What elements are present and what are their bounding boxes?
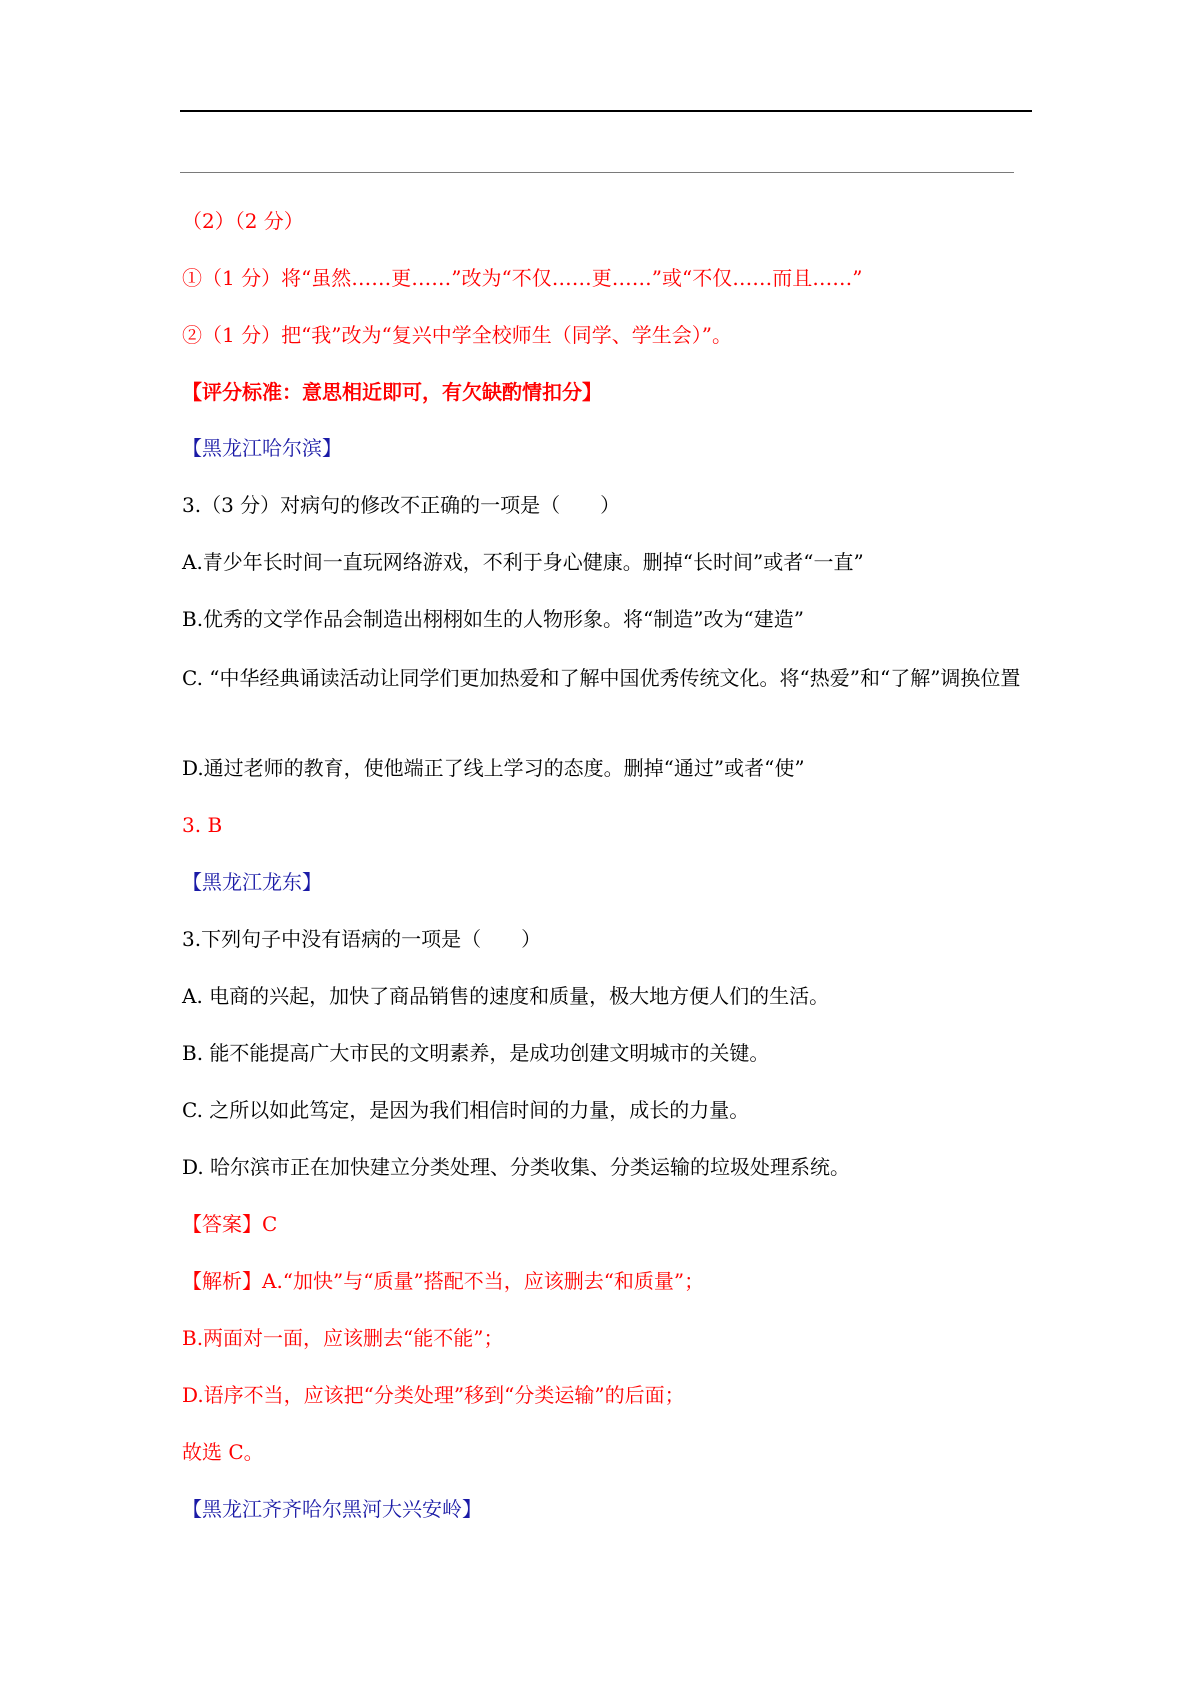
scoring-criteria: 【评分标准：意思相近即可，有欠缺酌情扣分】 [182,380,602,404]
option-d-longdong: D. 哈尔滨市正在加快建立分类处理、分类收集、分类运输的垃圾处理系统。 [182,1155,851,1179]
answer-item-1: ①（1 分）将“虽然……更……”改为“不仅……更……”或“不仅……而且……” [182,266,863,290]
region-heading-longdong: 【黑龙江龙东】 [182,870,322,894]
region-heading-harbin: 【黑龙江哈尔滨】 [182,436,342,460]
region-heading-qiqihar: 【黑龙江齐齐哈尔黑河大兴安岭】 [182,1497,482,1521]
answer-harbin: 3. B [182,813,223,837]
question-harbin: 3.（3 分）对病句的修改不正确的一项是（ ） [182,493,621,517]
header-rule [180,110,1032,112]
option-a-longdong: A. 电商的兴起，加快了商品销售的速度和质量，极大地方便人们的生活。 [182,984,830,1008]
part2-header: （2）（2 分） [182,209,304,233]
analysis-line-3: D.语序不当，应该把“分类处理”移到“分类运输”的后面； [182,1383,685,1407]
option-c-longdong: C. 之所以如此笃定，是因为我们相信时间的力量，成长的力量。 [182,1098,750,1122]
answer-longdong: 【答案】C [182,1212,278,1236]
option-b-harbin: B.优秀的文学作品会制造出栩栩如生的人物形象。将“制造”改为“建造” [182,607,804,631]
analysis-line-2: B.两面对一面，应该删去“能不能”； [182,1326,504,1350]
question-longdong: 3.下列句子中没有语病的一项是（ ） [182,927,542,951]
analysis-line-4: 故选 C。 [182,1440,264,1464]
option-d-harbin: D.通过老师的教育，使他端正了线上学习的态度。删掉“通过”或者“使” [182,756,805,780]
option-c-harbin: C. “中华经典诵读活动让同学们更加热爱和了解中国优秀传统文化。将“热爱”和“了解”调换位置 [182,666,1021,690]
answer-blank-line [180,172,1014,173]
answer-item-2: ②（1 分）把“我”改为“复兴中学全校师生（同学、学生会）”。 [182,323,732,347]
option-a-harbin: A.青少年长时间一直玩网络游戏，不利于身心健康。删掉“长时间”或者“一直” [182,550,864,574]
option-b-longdong: B. 能不能提高广大市民的文明素养，是成功创建文明城市的关键。 [182,1041,770,1065]
analysis-line-1: 【解析】A.“加快”与“质量”搭配不当，应该删去“和质量”； [182,1269,705,1293]
